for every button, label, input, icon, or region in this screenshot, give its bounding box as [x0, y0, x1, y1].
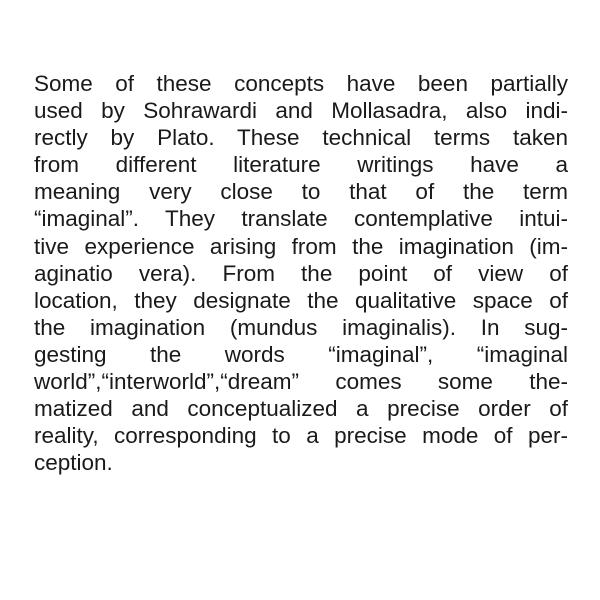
paragraph-line: tive experience arising from the imagination (im- — [34, 233, 568, 259]
paragraph-line: matized and conceptualized a precise order of — [34, 396, 568, 422]
paragraph-line: world”,“interworld”,“dream” comes some the- — [34, 369, 568, 395]
paragraph-line: the imagination (mundus imaginalis). In sug- — [34, 314, 568, 340]
body-paragraph — [34, 70, 568, 476]
paragraph-line: gesting the words “imaginal”, “imaginal — [34, 341, 568, 367]
paragraph-line: meaning very close to that of the term — [34, 179, 568, 205]
paragraph-line: Some of these concepts have been partially — [34, 71, 568, 96]
paragraph-line: “imaginal”. They translate contemplative intui- — [34, 206, 568, 232]
paragraph-line: reality, corresponding to a precise mode of per- — [34, 423, 568, 449]
paragraph-line: used by Sohrawardi and Mollasadra, also indi- — [34, 98, 568, 124]
paragraph-line: rectly by Plato. These technical terms taken — [34, 125, 568, 151]
paragraph-line: aginatio vera). From the point of view of — [34, 260, 568, 286]
paragraph-line: location, they designate the qualitative space of — [34, 287, 568, 313]
paragraph-line: from different literature writings have a — [34, 152, 568, 178]
paragraph-line: ception. — [34, 450, 113, 476]
